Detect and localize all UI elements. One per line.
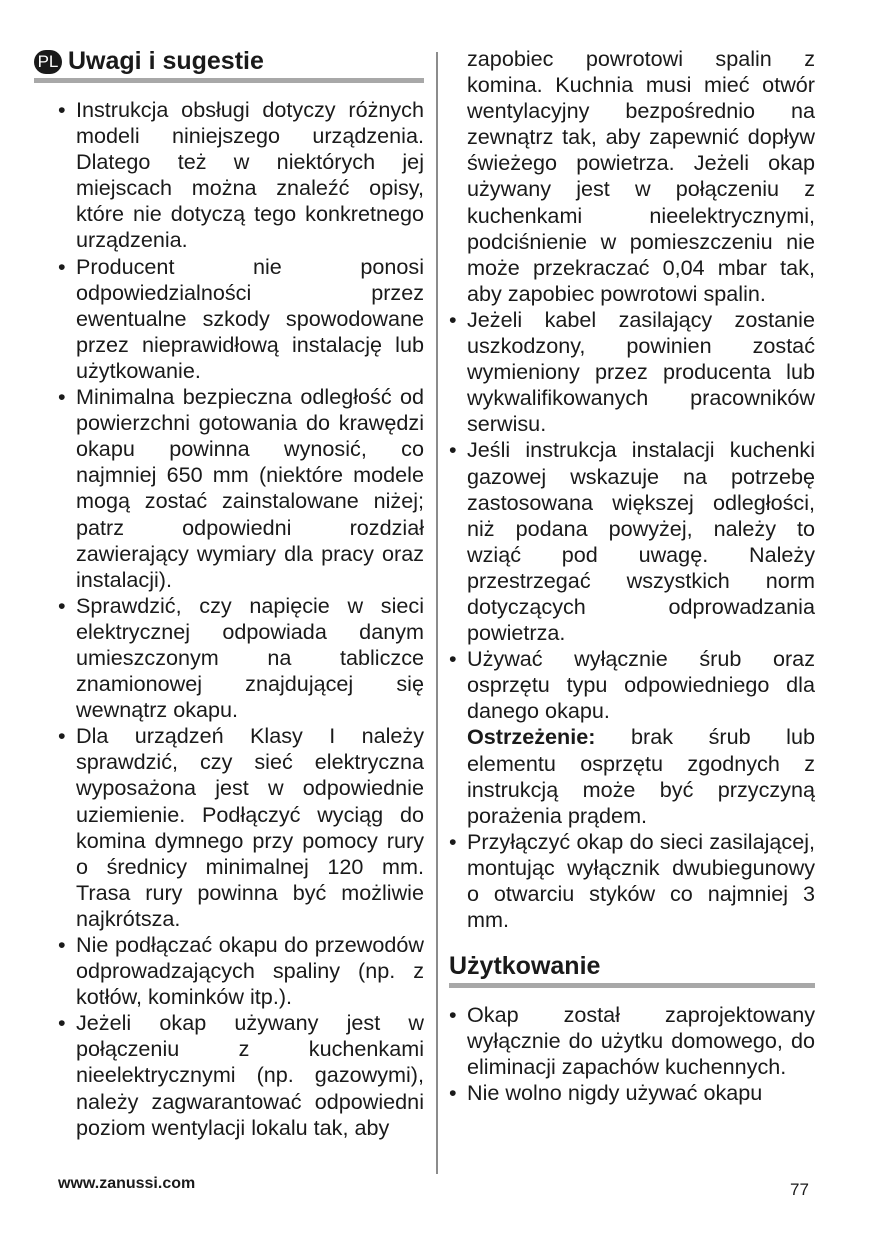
language-badge: PL bbox=[34, 50, 62, 74]
warning-label: Ostrzeżenie: bbox=[467, 724, 596, 750]
list-item: • Używać wyłącznie śrub oraz osprzętu typu odpowiedniego dla danego okapu. bbox=[449, 646, 815, 724]
footer-url: www.zanussi.com bbox=[58, 1175, 196, 1192]
left-column bbox=[37, 46, 424, 1141]
heading-text: Użytkowanie bbox=[449, 952, 601, 981]
list-item: • Jeśli instrukcja instalacji kuchenki gazowej wskazuje na potrzebę zastosowana większej odległości, niż podana powyżej, należy to wziąć pod uwagę. Należy przestrzegać wszystkich norm dotyczących odprowadzania powietrza. bbox=[449, 437, 815, 646]
warning-text: brak śrub lub elementu osprzętu zgodnych z instrukcją może być przyczyną porażenia prądem. bbox=[467, 724, 815, 828]
page-number: 77 bbox=[790, 1180, 809, 1199]
list-item: • Nie podłączać okapu do przewodów odprowadzających spaliny (np. z kotłów, kominków itp.). bbox=[58, 932, 424, 1010]
right-column bbox=[449, 46, 815, 1107]
section-heading-usage bbox=[449, 951, 815, 988]
continued-paragraph: zapobiec powrotowi spalin z komina. Kuchnia musi mieć otwór wentylacyjny bezpośrednio na zewnątrz tak, aby zapewnić dopływ świeżego powietrza. Jeżeli okap używany jest w połączeniu z kuchenkami nieelektrycznymi, podciśnienie w pomieszczeniu nie może przekraczać 0,04 mbar tak, aby zapobiec powrotowi spalin. bbox=[467, 46, 815, 306]
section-heading bbox=[34, 46, 424, 83]
list-item: • Producent nie ponosi odpowiedzialności przez ewentualne szkody spowodowane przez nieprawidłową instalację lub użytkowanie. bbox=[58, 254, 424, 384]
warning-note bbox=[449, 724, 815, 828]
list-item: • Przyłączyć okap do sieci zasilającej, montując wyłącznik dwubiegunowy o otwarciu styków co najmniej 3 mm. bbox=[449, 829, 815, 933]
list-item: • Instrukcja obsługi dotyczy różnych modeli niniejszego urządzenia. Dlatego też w niektórych jej miejscach można znaleźć opisy, które nie dotyczą tego konkretnego urządzenia. bbox=[58, 97, 424, 254]
list-item: • Nie wolno nigdy używać okapu bbox=[449, 1080, 815, 1106]
list-item: • Dla urządzeń Klasy I należy sprawdzić, czy sieć elektryczna wyposażona jest w odpowiednie uziemienie. Podłączyć wyciąg do komina dymnego przy pomocy rury o średnicy minimalnej 120 mm. Trasa rury powinna być możliwie najkrótsza. bbox=[58, 723, 424, 932]
list-item: • Minimalna bezpieczna odległość od powierzchni gotowania do krawędzi okapu powinna wynosić, co najmniej 650 mm (niektóre modele mogą zostać zainstalowane niżej; patrz odpowiedni rozdział zawierający wymiary dla pracy oraz instalacji). bbox=[58, 384, 424, 593]
list-item: • Okap został zaprojektowany wyłącznie do użytku domowego, do eliminacji zapachów kuchennych. bbox=[449, 1002, 815, 1080]
list-item: • Jeżeli okap używany jest w połączeniu z kuchenkami nieelektrycznymi (np. gazowymi), należy zagwarantować odpowiedni poziom wentylacji lokalu tak, aby bbox=[58, 1010, 424, 1140]
heading-text: Uwagi i sugestie bbox=[68, 47, 264, 75]
list-item: • Sprawdzić, czy napięcie w sieci elektrycznej odpowiada danym umieszczonym na tabliczce znamionowej znajdującej się wewnątrz okapu. bbox=[58, 593, 424, 723]
column-divider bbox=[436, 52, 438, 1174]
list-item: • Jeżeli kabel zasilający zostanie uszkodzony, powinien zostać wymieniony przez producenta lub wykwalifikowanych pracowników serwisu. bbox=[449, 307, 815, 437]
